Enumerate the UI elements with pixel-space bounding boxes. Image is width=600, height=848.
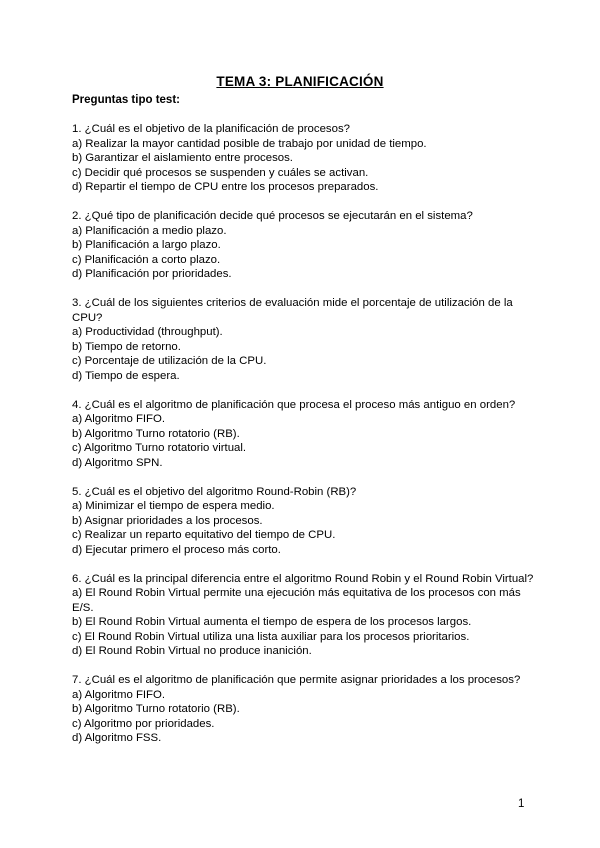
question-text: 3. ¿Cuál de los siguientes criterios de evaluación mide el porcentaje de utilización de la (72, 297, 513, 309)
answer-option: b) Planificación a largo plazo. (72, 239, 221, 251)
question-block (72, 398, 542, 471)
question-block (72, 673, 542, 746)
question-block (72, 296, 542, 383)
answer-option: b) El Round Robin Virtual aumenta el tiempo de espera de los procesos largos. (72, 616, 472, 628)
answer-option: d) Algoritmo FSS. (72, 732, 162, 744)
answer-option: d) Planificación por prioridades. (72, 268, 232, 280)
answer-option: E/S. (72, 601, 94, 614)
answer-option: c) Algoritmo Turno rotatorio virtual. (72, 442, 247, 454)
question-text: 2. ¿Qué tipo de planificación decide qué procesos se ejecutarán en el sistema? (72, 210, 473, 222)
answer-option: c) Decidir qué procesos se suspenden y cuáles se activan. (72, 166, 369, 179)
answer-option: b) Tiempo de retorno. (72, 340, 181, 353)
page-title: TEMA 3: PLANIFICACIÓN (216, 74, 384, 89)
answer-option: c) Realizar un reparto equitativo del tiempo de CPU. (72, 529, 336, 541)
question-text: 5. ¿Cuál es el objetivo del algoritmo Round-Robin (RB)? (72, 485, 357, 498)
answer-option: a) Algoritmo FIFO. (72, 413, 166, 425)
question-block (72, 122, 542, 195)
answer-option: b) Garantizar el aislamiento entre procesos. (72, 152, 293, 164)
answer-option: c) Porcentaje de utilización de la CPU. (72, 355, 267, 367)
answer-option: d) Tiempo de espera. (72, 369, 180, 382)
answer-option: a) Planificación a medio plazo. (72, 224, 227, 237)
question-text: 4. ¿Cuál es el algoritmo de planificación que procesa el proceso más antiguo en orden? (72, 398, 516, 411)
question-text: CPU? (72, 311, 103, 324)
section-subtitle: Preguntas tipo test: (72, 94, 180, 106)
question-list (72, 122, 542, 760)
question-text: 6. ¿Cuál es la principal diferencia entre el algoritmo Round Robin y el Round Robin Virtual? (72, 572, 534, 585)
question-block (72, 485, 542, 558)
question-block (72, 209, 542, 282)
answer-option: c) Planificación a corto plazo. (72, 253, 221, 266)
answer-option: a) Productividad (throughput). (72, 326, 223, 338)
answer-option: d) Algoritmo SPN. (72, 456, 163, 469)
answer-option: d) Repartir el tiempo de CPU entre los procesos preparados. (72, 181, 379, 193)
answer-option: a) El Round Robin Virtual permite una ejecución más equitativa de los procesos con más (72, 587, 521, 599)
answer-option: d) El Round Robin Virtual no produce inanición. (72, 645, 312, 657)
page-number: 1 (518, 798, 525, 810)
question-text: 7. ¿Cuál es el algoritmo de planificación que permite asignar prioridades a los procesos? (72, 674, 521, 686)
answer-option: b) Algoritmo Turno rotatorio (RB). (72, 703, 240, 715)
answer-option: a) Realizar la mayor cantidad posible de trabajo por unidad de tiempo. (72, 137, 427, 150)
question-text: 1. ¿Cuál es el objetivo de la planificación de procesos? (72, 123, 350, 135)
answer-option: c) Algoritmo por prioridades. (72, 717, 215, 730)
answer-option: d) Ejecutar primero el proceso más corto. (72, 543, 281, 556)
answer-option: c) El Round Robin Virtual utiliza una lista auxiliar para los procesos prioritarios. (72, 630, 470, 643)
answer-option: a) Minimizar el tiempo de espera medio. (72, 500, 275, 512)
answer-option: b) Algoritmo Turno rotatorio (RB). (72, 427, 240, 440)
answer-option: b) Asignar prioridades a los procesos. (72, 514, 263, 527)
question-block (72, 572, 542, 659)
answer-option: a) Algoritmo FIFO. (72, 688, 166, 701)
